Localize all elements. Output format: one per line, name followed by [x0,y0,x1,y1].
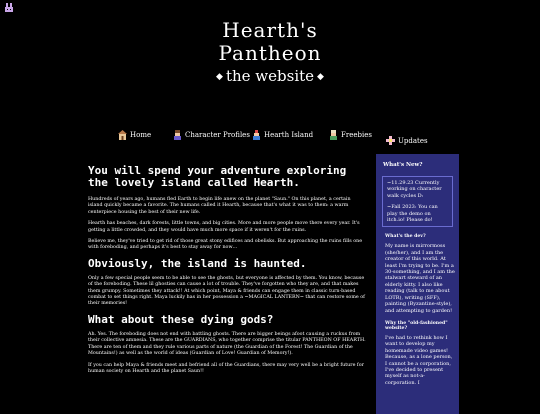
nav-freebies-label: Freebies [341,131,372,139]
nav-character-profiles[interactable] [173,130,250,140]
site-logo[interactable] [0,18,540,87]
gift-sprite-icon [329,130,338,140]
logo-subtitle [0,66,540,87]
nav-freebies[interactable] [329,130,372,140]
nav-updates-label: Updates [398,137,428,145]
island-sprite-icon [252,130,261,140]
haunted-heading: Obviously, the island is haunted. [88,256,307,270]
nav-hearth-island[interactable] [252,130,313,140]
logo-title-line1: Hearth's [222,18,318,42]
news-item[interactable]: ~Fall 2023: You can play the demo on itch.io! Please do! [387,204,438,224]
gods-paragraph: Ah. Yes. The foreboding does not end with battling ghosts. There are bigger beings afoot causing a ruckus from their collective amnesia. These are the GUARDIANS, who together comprise the titular PANTHEON OF HEARTH. There are ten of them and they rule various parts of nature (the Guardian of the Forest! The Guardian of the Mountains!) as well as the world of ideas (Guardian of Love! Guardian of Memory!). [88,331,366,357]
diamond-icon: ◆ [216,72,223,82]
intro-paragraph: Believe me, they've tried to get rid of those great stony edifices and obelisks. But approaching the ruins fills one with foreboding, and perhaps it's best to stay away for now… [88,239,363,251]
gods-heading: What about these dying gods? [88,312,274,326]
logo-title-line2: Pantheon [218,41,322,65]
main-content [88,165,366,380]
gods-paragraph: If you can help Maya & friends meet and befriend all of the Guardians, there may very well be a bright future for human society on Hearth and the planet Saun!! [88,362,364,374]
why-section-title: Why the "old-fashioned" website? [385,320,448,331]
sidebar [376,154,459,414]
nav-home[interactable] [118,130,151,140]
nav-character-profiles-label: Character Profiles [185,131,250,139]
news-item: ~11.29.23 Currently working on character walk cycles D: [387,180,442,199]
diamond-icon: ◆ [317,72,324,82]
house-icon [118,130,127,140]
dev-section-text: My name is mirrormoss (she/her), and I am the creator of this world. At least I'm trying to be. I'm a 30-something, and I am the stalwart steward of an elderly kitty. I also like reading (talk to me about LOTR), writing (SFF), painting (Byzantine-style), and attempting to garden! [385,243,455,314]
nav-updates[interactable] [386,136,428,146]
character-sprite-icon [173,130,182,140]
sidebar-header: What's New? [383,162,423,168]
main-nav [118,130,428,148]
intro-paragraph: Hundreds of years ago, humans fled Earth to begin life anew on the planet "Saun." On this planet, a certain island quickly became a favorite. The humans called it Hearth, because that's what it was to them: a warm centerpiece housing the best of their new life. [88,197,351,215]
dev-section-title: What's the dev? [385,234,426,240]
flower-sprite-icon [386,136,395,146]
logo-subtitle-text: the website [225,67,315,85]
nav-home-label: Home [130,131,152,139]
haunted-paragraph: Only a few special people seem to be able to see the ghosts, but everyone is affected by them. You know, because of the foreboding. These lil ghosties can cause a lot of trouble. They've forgotten who they are, and that makes them grumpy. Sometimes they attack!! At which point, Maya & friends can engage them in classic turn-based combat to set things right. Maya luckily has in her possession a ~MAGICAL LANTERN~ that can restore some of their memories! [88,275,365,307]
nav-hearth-island-label: Hearth Island [264,131,314,139]
bunny-sprite-icon [4,3,14,13]
why-section-text: I've had to rethink how I want to develop my homemade video games! Because, as a lone person, I cannot be a corporation, I've decided to present myself as not-a-corporation. I [385,334,453,386]
news-box [382,176,453,227]
intro-heading: You will spend your adventure exploring the lovely island called Hearth. [88,164,347,189]
intro-paragraph: Hearth has beaches, dark forests, little towns, and big cities. More and more people move there every year. It's getting a little crowded, and they would have much more space if it weren't for the ruins. [88,221,360,233]
